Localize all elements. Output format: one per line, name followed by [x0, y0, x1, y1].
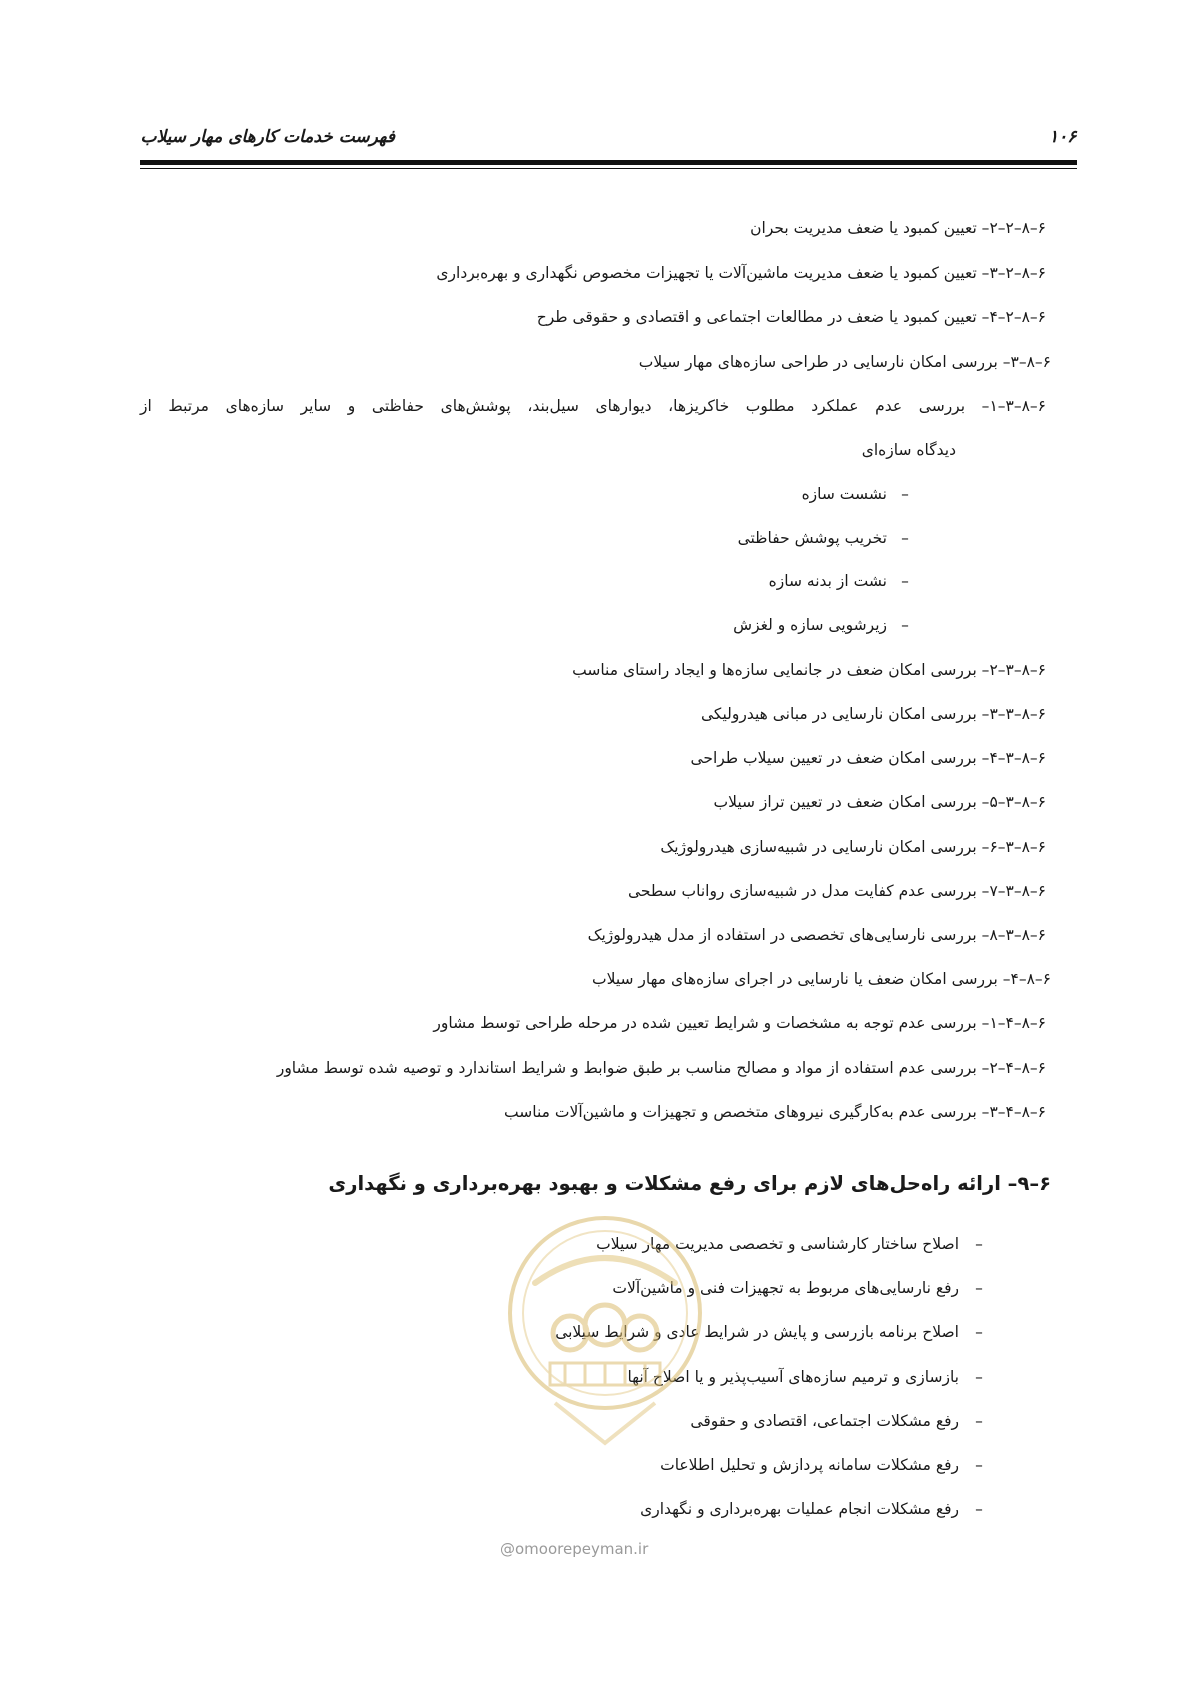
running-header-title: فهرست خدمات کارهای مهار سیلاب: [140, 127, 395, 147]
bullet-dash: –: [901, 529, 909, 547]
bullet-dash: –: [901, 572, 909, 590]
item-6-8-2-2: ۶–۸–۲–۲– تعیین کمبود یا ضعف مدیریت بحران: [750, 219, 1046, 237]
section-heading-6-9: ۶–۹– ارائه راه‌حل‌های لازم برای رفع مشکلات و بهبود بهره‌برداری و نگهداری: [328, 1172, 1051, 1195]
bullet-dash: –: [975, 1500, 983, 1518]
solution-item: –اصلاح برنامه بازرسی و پایش در شرایط عادی و شرایط سیلابی: [555, 1321, 999, 1343]
item-6-8-3-1: ۶–۸–۳–۱– بررسی عدم عملکرد مطلوب خاکریزها، دیوارهای سیل‌بند، پوشش‌های حفاظتی و سایر سازه‌های مرتبط از: [140, 397, 1046, 415]
bullet-dash: –: [975, 1279, 983, 1297]
solution-item: –اصلاح ساختار کارشناسی و تخصصی مدیریت مهار سیلاب: [596, 1233, 999, 1255]
item-6-8-4-3: ۶–۸–۴–۳– بررسی عدم به‌کارگیری نیروهای متخصص و تجهیزات و ماشین‌آلات مناسب: [504, 1103, 1046, 1121]
item-6-8-3: ۶–۸–۳– بررسی امکان نارسایی در طراحی سازه‌های مهار سیلاب: [638, 353, 1051, 371]
item-6-8-2-4: ۶–۸–۲–۴– تعیین کمبود یا ضعف در مطالعات اجتماعی و اقتصادی و حقوقی طرح: [536, 308, 1046, 326]
bullet-dash: –: [901, 616, 909, 634]
bullet-dash: –: [901, 485, 909, 503]
bullet-seepage: –نشت از بدنه سازه: [769, 570, 923, 592]
solution-item: –رفع مشکلات سامانه پردازش و تحلیل اطلاعات: [660, 1454, 999, 1476]
item-6-8-2-3: ۶–۸–۲–۳– تعیین کمبود یا ضعف مدیریت ماشین‌آلات یا تجهیزات مخصوص نگهداری و بهره‌برداری: [436, 264, 1046, 282]
item-6-8-3-1-continuation: دیدگاه سازه‌ای: [861, 441, 956, 459]
bullet-dash: –: [975, 1323, 983, 1341]
watermark-seal-logo: [495, 1213, 710, 1468]
item-6-8-3-3: ۶–۸–۳–۳– بررسی امکان نارسایی در مبانی هیدرولیکی: [700, 705, 1046, 723]
bullet-dash: –: [975, 1412, 983, 1430]
solution-item: –بازسازی و ترمیم سازه‌های آسیب‌پذیر و یا اصلاح آنها: [628, 1366, 1000, 1388]
solution-item: –رفع نارسایی‌های مربوط به تجهیزات فنی و ماشین‌آلات: [612, 1277, 999, 1299]
bullet-dash: –: [975, 1235, 983, 1253]
bullet-protective-cover: –تخریب پوشش حفاظتی: [738, 527, 923, 549]
item-6-8-3-6: ۶–۸–۳–۶– بررسی امکان نارسایی در شبیه‌سازی هیدرولوژیک: [660, 838, 1046, 856]
item-6-8-4-2: ۶–۸–۴–۲– بررسی عدم استفاده از مواد و مصالح مناسب بر طبق ضوابط و شرایط استاندارد و توصیه شده توسط مشاور: [276, 1059, 1046, 1077]
header-rule-thick: [140, 160, 1077, 165]
page-number: ۱۰۶: [1049, 127, 1077, 147]
item-6-8-3-5: ۶–۸–۳–۵– بررسی امکان ضعف در تعیین تراز سیلاب: [713, 793, 1046, 811]
item-6-8-3-2: ۶–۸–۳–۲– بررسی امکان ضعف در جانمایی سازه‌ها و ایجاد راستای مناسب: [572, 661, 1046, 679]
item-6-8-3-4: ۶–۸–۳–۴– بررسی امکان ضعف در تعیین سیلاب طراحی: [690, 749, 1046, 767]
bullet-dash: –: [975, 1368, 983, 1386]
item-6-8-3-8: ۶–۸–۳–۸– بررسی نارسایی‌های تخصصی در استفاده از مدل هیدرولوژیک: [587, 926, 1046, 944]
watermark-url: @omoorepeyman.ir: [500, 1540, 649, 1558]
item-6-8-4: ۶–۸–۴– بررسی امکان ضعف یا نارسایی در اجرای سازه‌های مهار سیلاب: [592, 970, 1051, 988]
solution-item: –رفع مشکلات انجام عملیات بهره‌برداری و نگهداری: [640, 1498, 999, 1520]
solution-item: –رفع مشکلات اجتماعی، اقتصادی و حقوقی: [690, 1410, 999, 1432]
item-6-8-3-7: ۶–۸–۳–۷– بررسی عدم کفایت مدل در شبیه‌سازی رواناب سطحی: [627, 882, 1046, 900]
bullet-scour-sliding: –زیرشویی سازه و لغزش: [733, 614, 923, 636]
bullet-dash: –: [975, 1456, 983, 1474]
header-rule-thin: [140, 168, 1077, 169]
item-6-8-4-1: ۶–۸–۴–۱– بررسی عدم توجه به مشخصات و شرایط تعیین شده در مرحله طراحی توسط مشاور: [433, 1014, 1046, 1032]
bullet-settlement: –نشست سازه: [802, 483, 923, 505]
